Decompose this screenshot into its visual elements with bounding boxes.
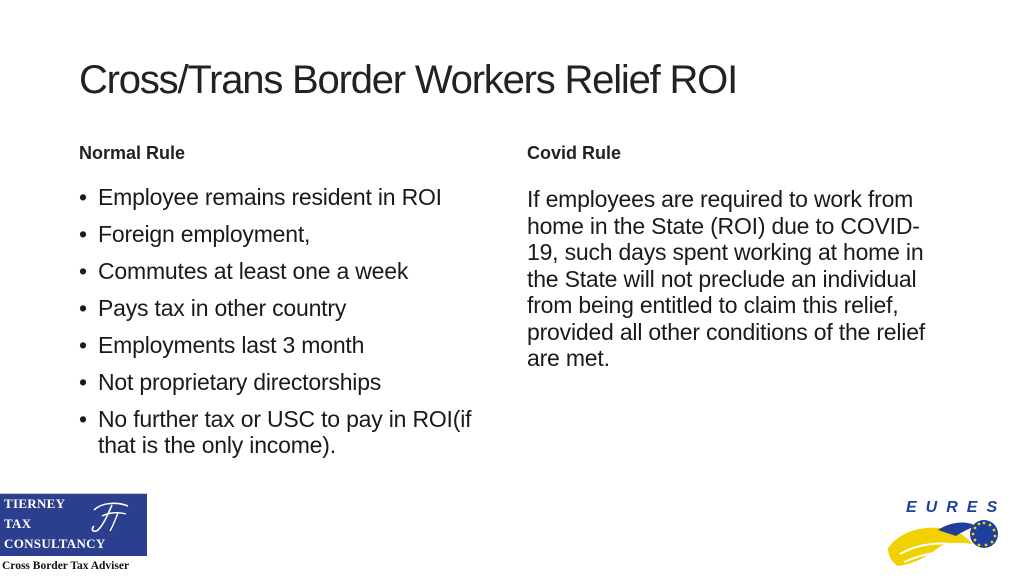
svg-text:EURES: EURES [906,499,1007,516]
list-item: • Employee remains resident in ROI [79,184,489,210]
covid-rule-heading: Covid Rule [527,143,622,163]
tt-monogram-icon [88,500,132,534]
eures-emblem-icon [880,492,1024,576]
logo-line-tierney: TIERNEY [4,496,66,511]
list-item: • Employments last 3 month [79,332,489,358]
list-item: • Not proprietary directorships [79,369,489,395]
logo-line-tax: TAX [4,516,32,531]
list-item: • Pays tax in other country [79,295,489,321]
list-item: • No further tax or USC to pay in ROI(if that is the only income). [79,406,489,458]
tierney-tax-logo [0,493,147,577]
list-item: • Foreign employment, [79,221,489,247]
covid-rule-text: If employees are required to work from home in the State (ROI) due to COVID-19, such days spent working at home in the State will not preclude an individual from being entitled to claim this relief, provided all other conditions of the relief are met. [527,186,925,371]
normal-rule-heading: Normal Rule [79,143,186,163]
eures-logo [880,492,1024,576]
normal-rule-list [79,184,489,469]
list-item: • Commutes at least one a week [79,258,489,284]
logo-tagline: Cross Border Tax Adviser [2,556,147,576]
slide-title: Cross/Trans Border Workers Relief ROI [79,58,737,102]
logo-line-consultancy: CONSULTANCY [4,536,106,551]
